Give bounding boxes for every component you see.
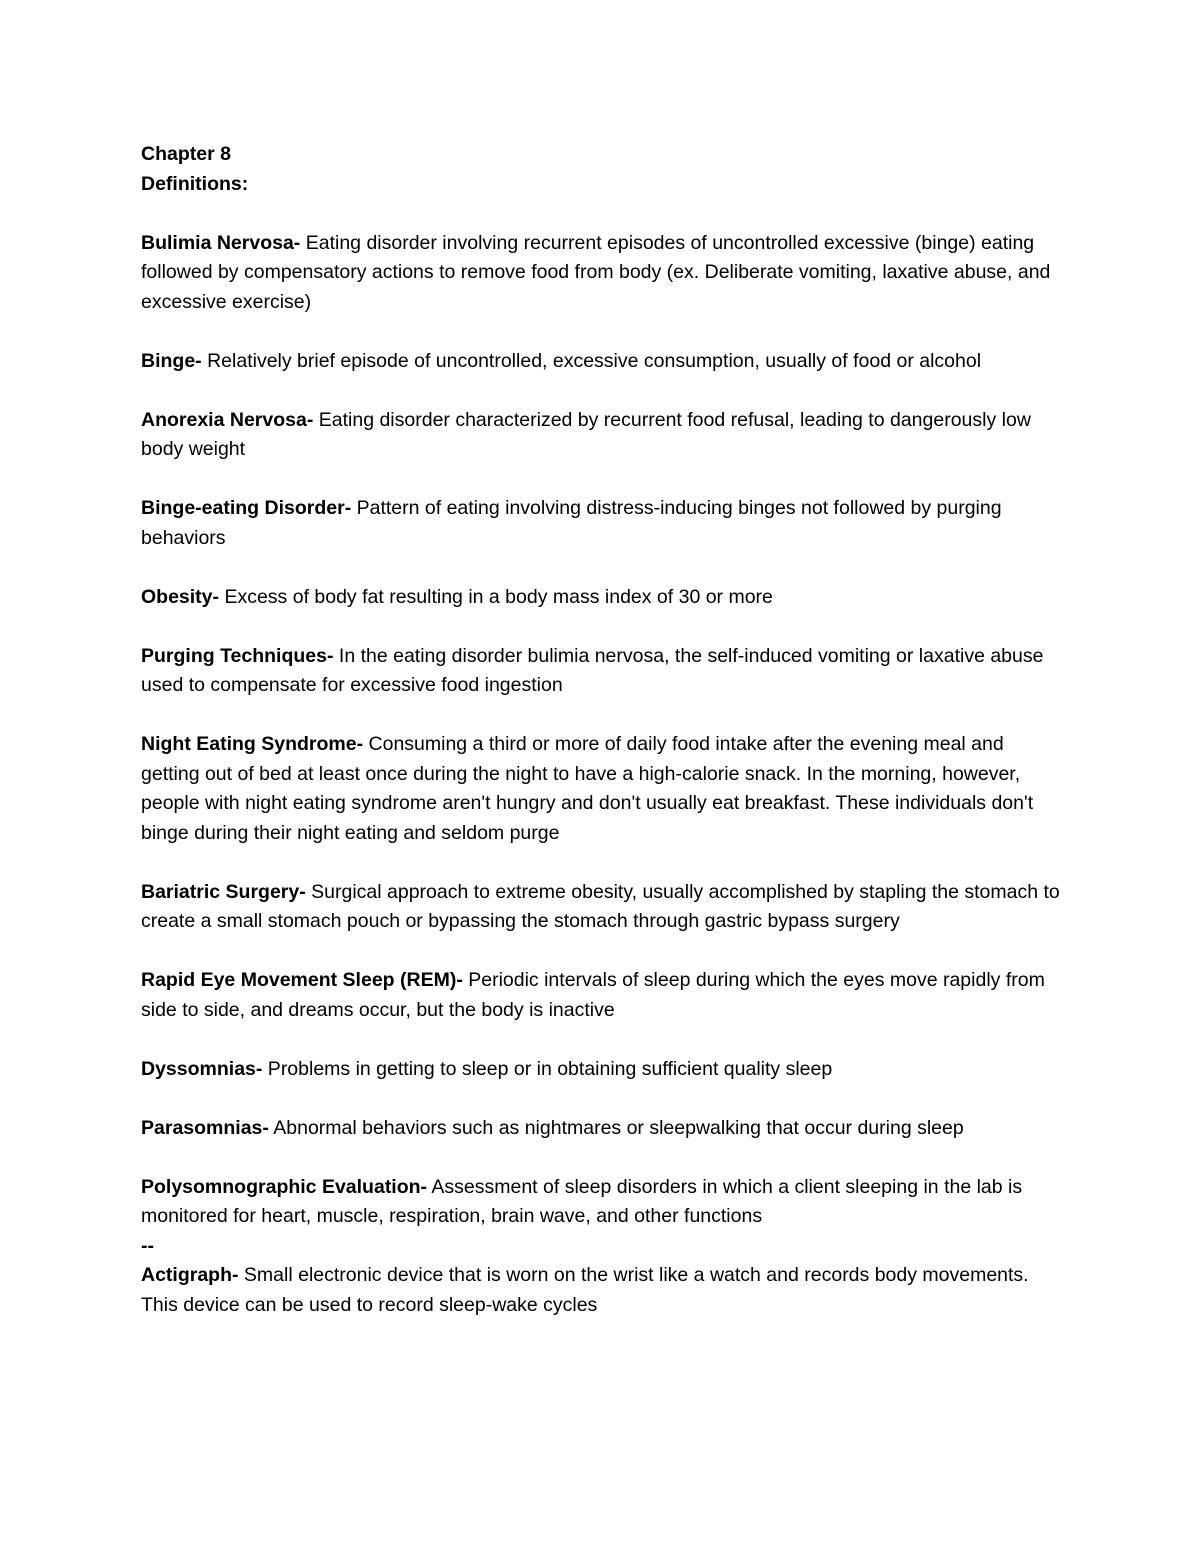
definition-entry (141, 1261, 1061, 1320)
definition-text: Assessment of sleep disorders in which a client sleeping in the lab is monitored for heart, muscle, respiration, brain wave, and other functions (141, 1175, 1023, 1227)
definition-text: Eating disorder involving recurrent episodes of uncontrolled excessive (binge) eating followed by compensatory actions to remove food from body (ex. Deliberate vomiting, laxative abuse, and excessive exercise) (141, 231, 1051, 313)
definition-entry (141, 583, 1061, 613)
separator-mark: -- (141, 1234, 154, 1257)
definition-text: Pattern of eating involving distress-inducing binges not followed by purging behaviors (141, 497, 1002, 549)
definition-term: Anorexia Nervosa- (141, 408, 314, 431)
definition-text: Surgical approach to extreme obesity, usually accomplished by stapling the stomach to create a small stomach pouch or bypassing the stomach through gastric bypass surgery (141, 880, 1060, 932)
definition-term: Bariatric Surgery- (141, 880, 306, 903)
definition-term: Parasomnias- (141, 1116, 269, 1139)
definition-entry (141, 406, 1061, 465)
spacer (141, 199, 1061, 229)
definition-text: Small electronic device that is worn on the wrist like a watch and records body movements. This device can be used to record sleep-wake cycles (141, 1264, 1029, 1316)
definition-text: Consuming a third or more of daily food intake after the evening meal and getting out of bed at least once during the night to have a high-calorie snack. In the morning, however, people with night eating syndrome aren't hungry and don't usually eat breakfast. These individuals don't binge during their night eating and seldom purge (141, 733, 1034, 844)
definition-text: Excess of body fat resulting in a body mass index of 30 or more (219, 585, 773, 608)
definition-entry (141, 1173, 1061, 1232)
definition-entry (141, 347, 1061, 377)
definition-term: Polysomnographic Evaluation- (141, 1175, 428, 1198)
definition-term: Binge-eating Disorder- (141, 497, 352, 519)
definition-entry (141, 878, 1061, 937)
definition-entry (141, 642, 1061, 701)
definition-term: Rapid Eye Movement Sleep (REM)- (141, 969, 463, 991)
definition-term: Actigraph- (141, 1264, 239, 1286)
chapter-title: Chapter 8 (141, 143, 231, 165)
definition-term: Obesity- (141, 585, 220, 608)
definition-entry (141, 229, 1061, 318)
definition-text: In the eating disorder bulimia nervosa, the self-induced vomiting or laxative abuse used to compensate for excessive food ingestion (141, 644, 1044, 696)
definition-entry (141, 1055, 1061, 1085)
document-page (141, 140, 1061, 1350)
definition-text: Abnormal behaviors such as nightmares or sleepwalking that occur during sleep (268, 1116, 964, 1139)
definition-text: Relatively brief episode of uncontrolled, excessive consumption, usually of food or alcohol (201, 349, 982, 372)
definition-term: Bulimia Nervosa- (141, 231, 301, 254)
definition-entry (141, 730, 1061, 848)
definition-term: Dyssomnias- (141, 1057, 263, 1080)
definition-term: Purging Techniques- (141, 644, 334, 667)
definition-text: Problems in getting to sleep or in obtaining sufficient quality sleep (262, 1057, 833, 1080)
definition-entry (141, 1114, 1061, 1144)
definition-entry (141, 494, 1061, 553)
section-heading: Definitions: (141, 172, 249, 195)
definition-term: Binge- (141, 349, 202, 372)
definition-text: Periodic intervals of sleep during which the eyes move rapidly from side to side, and dreams occur, but the body is inactive (141, 969, 1045, 1021)
definition-entry (141, 966, 1061, 1025)
definition-text: Eating disorder characterized by recurrent food refusal, leading to dangerously low body weight (141, 408, 1031, 460)
definition-term: Night Eating Syndrome- (141, 733, 364, 755)
